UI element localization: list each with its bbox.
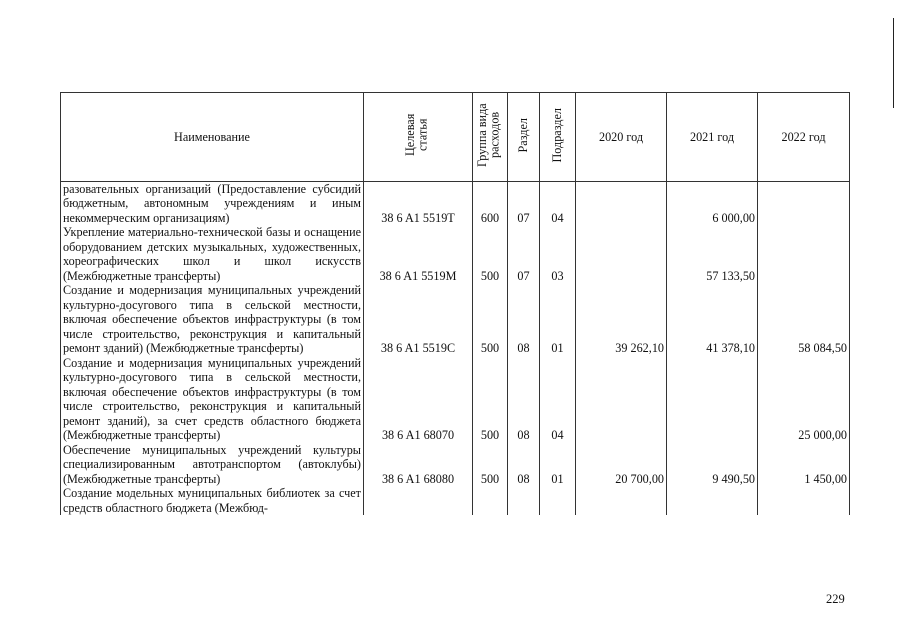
header-name: Наименование [61,93,364,182]
cell-2022: 25 000,00 [758,356,850,443]
cell-target: 38 6 A1 5519М [364,225,473,283]
cell-subsection: 04 [540,181,576,225]
cell-2022 [758,181,850,225]
table-row [61,486,850,515]
header-expense-group: Группа вида расходов [473,93,508,182]
cell-target [364,486,473,515]
table-row [61,181,850,225]
cell-section: 08 [508,443,540,487]
header-2020: 2020 год [576,93,667,182]
cell-group: 500 [473,356,508,443]
cell-group: 600 [473,181,508,225]
cell-2022: 1 450,00 [758,443,850,487]
cell-group: 500 [473,283,508,356]
cell-2020 [576,225,667,283]
cell-name: Создание и модернизация муниципальных учреждений культурно-досугового типа в сельской местности, включая обеспечение объектов инфраструктуры (в том числе строительство, реконструкция и капитальный ремонт зданий) (Межбюджетные трансферты) [61,283,364,356]
cell-2020 [576,356,667,443]
cell-2021: 57 133,50 [667,225,758,283]
cell-name: Создание и модернизация муниципальных учреждений культурно-досугового типа в сельской местности, включая обеспечение объектов инфраструктуры (в том числе строительство, реконструкция и капитальный ремонт зданий), за счет средств областного бюджета (Межбюджетные трансферты) [61,356,364,443]
cell-2021: 9 490,50 [667,443,758,487]
cell-name: разовательных организаций (Предоставление субсидий бюджетным, автономным учреждениям и иным некоммерческим организациям) [61,181,364,225]
page-number: 229 [826,592,845,606]
cell-section: 08 [508,283,540,356]
budget-table [60,92,850,515]
table-row [61,283,850,356]
cell-target: 38 6 A1 5519Т [364,181,473,225]
cell-name: Создание модельных муниципальных библиотек за счет средств областного бюджета (Межбюд- [61,486,364,515]
cell-group: 500 [473,443,508,487]
cell-2022 [758,225,850,283]
cell-group [473,486,508,515]
table-row [61,443,850,487]
cell-2021 [667,486,758,515]
header-2021: 2021 год [667,93,758,182]
cell-subsection: 01 [540,443,576,487]
header-2022: 2022 год [758,93,850,182]
cell-2020: 20 700,00 [576,443,667,487]
cell-target: 38 6 A1 5519С [364,283,473,356]
cell-subsection [540,486,576,515]
table-header [61,93,850,182]
cell-2021 [667,356,758,443]
cell-subsection: 03 [540,225,576,283]
cell-name: Укрепление материально-технической базы и оснащение оборудованием детских музыкальных, художественных, хореографических школ и школ искусств (Межбюджетные трансферты) [61,225,364,283]
margin-line [893,18,894,108]
cell-2022: 58 084,50 [758,283,850,356]
cell-target: 38 6 A1 68070 [364,356,473,443]
cell-group: 500 [473,225,508,283]
table-row [61,356,850,443]
cell-2021: 41 378,10 [667,283,758,356]
cell-subsection: 04 [540,356,576,443]
cell-section: 07 [508,225,540,283]
header-section: Раздел [508,93,540,182]
header-target: Целевая статья [364,93,473,182]
cell-subsection: 01 [540,283,576,356]
table-body [61,181,850,515]
header-subsection: Подраздел [540,93,576,182]
cell-2022 [758,486,850,515]
table-row [61,225,850,283]
cell-2020 [576,181,667,225]
cell-section: 08 [508,356,540,443]
cell-2020 [576,486,667,515]
cell-2020: 39 262,10 [576,283,667,356]
cell-section: 07 [508,181,540,225]
cell-2021: 6 000,00 [667,181,758,225]
cell-section [508,486,540,515]
cell-name: Обеспечение муниципальных учреждений культуры специализированным автотранспортом (автоклубы) (Межбюджетные трансферты) [61,443,364,487]
cell-target: 38 6 A1 68080 [364,443,473,487]
